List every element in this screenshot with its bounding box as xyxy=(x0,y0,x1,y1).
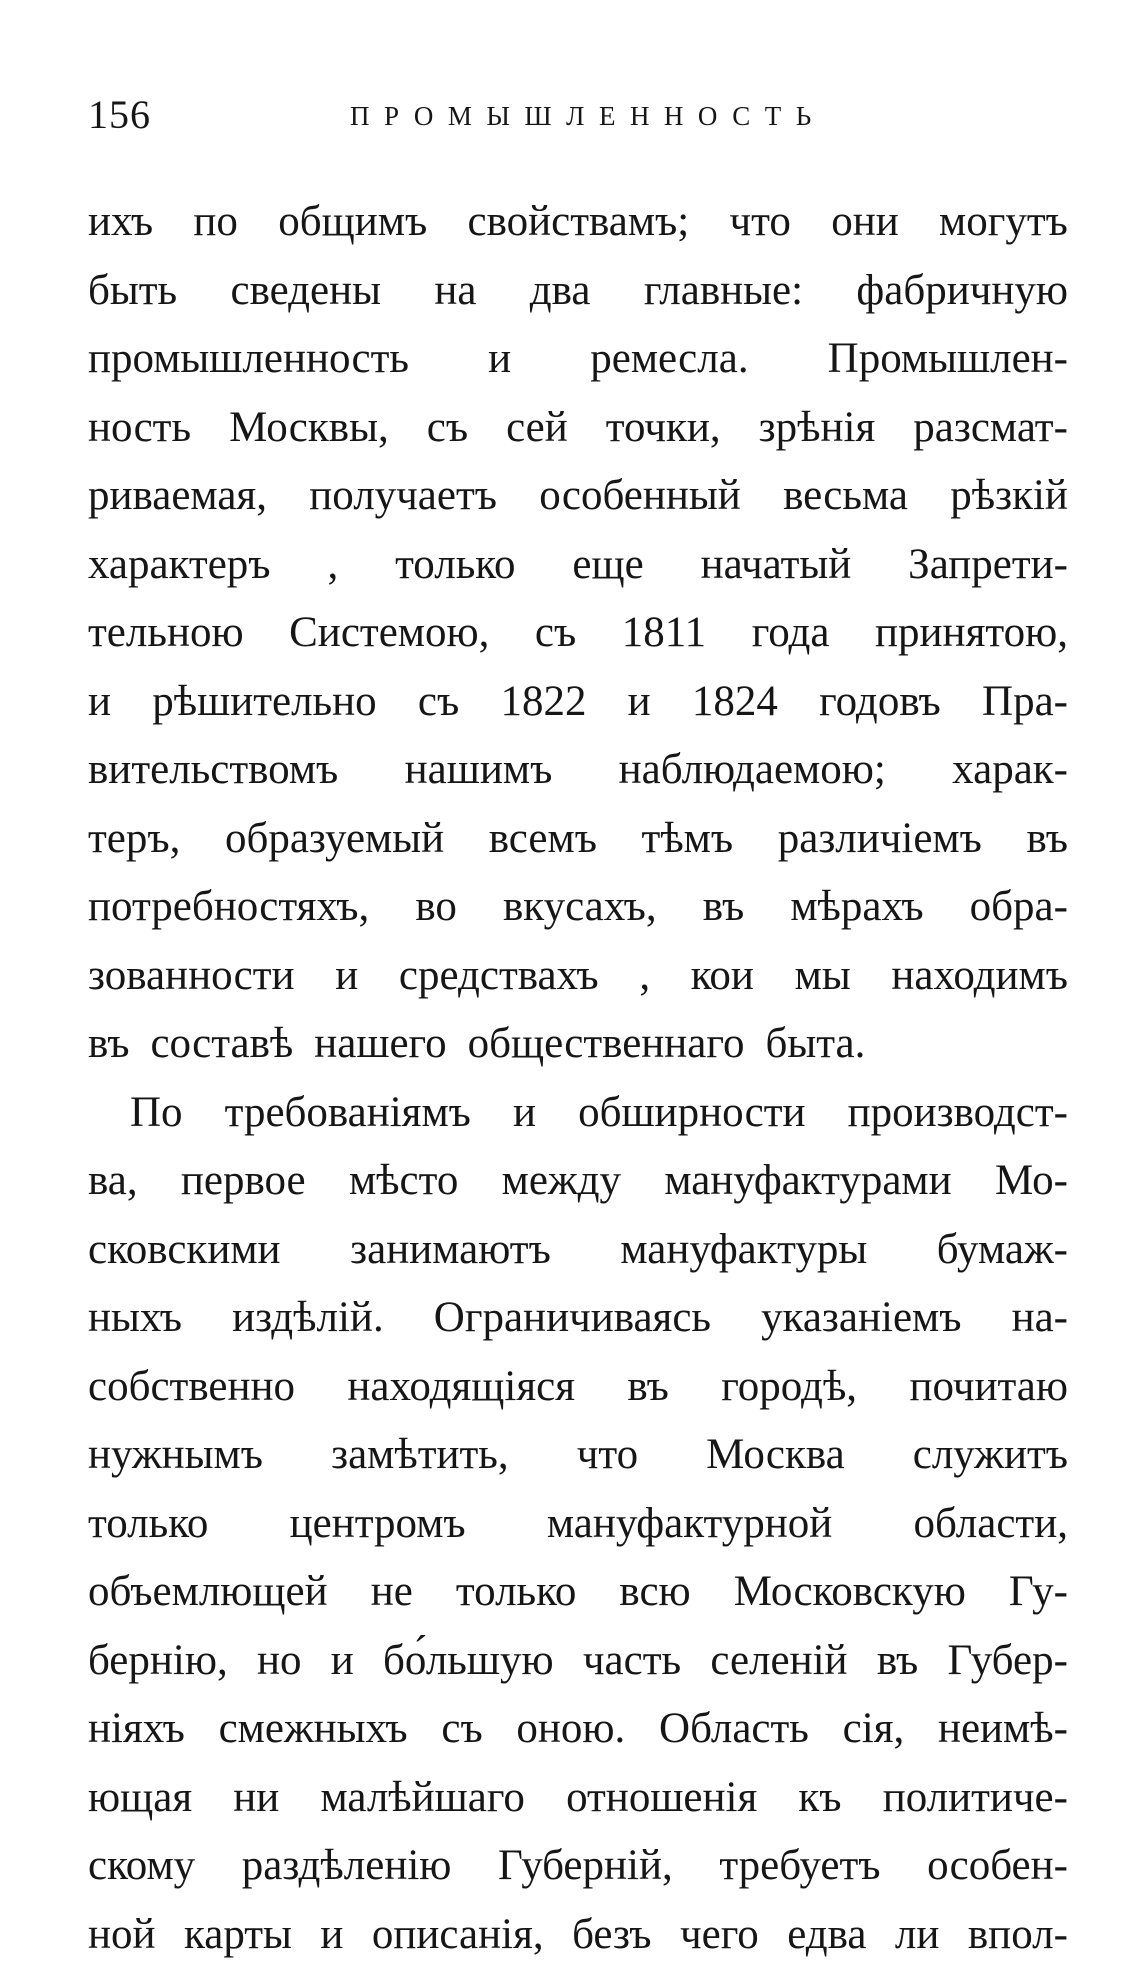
text-line: вительствомъ нашимъ наблюдаемою; харак- xyxy=(88,736,1068,805)
text-line: риваемая, получаетъ особенный весьма рѣзкій xyxy=(88,462,1068,531)
text-line: объемлющей не только всю Московскую Гу- xyxy=(88,1558,1068,1627)
text-line: сковскими занимаютъ мануфактуры бумаж- xyxy=(88,1216,1068,1285)
paragraph xyxy=(88,1079,1068,1969)
text-line: и рѣшительно съ 1822 и 1824 годовъ Пра- xyxy=(88,668,1068,737)
text-line: ющая ни малѣйшаго отношенія къ политиче- xyxy=(88,1764,1068,1833)
text-line: скому раздѣленію Губерній, требуетъ особен- xyxy=(88,1832,1068,1901)
running-head: ПРОМЫШЛЕННОСТЬ xyxy=(350,94,826,138)
text-line: ніяхъ смежныхъ съ оною. Область сія, неимѣ- xyxy=(88,1695,1068,1764)
text-line: зованности и средствахъ , кои мы находимъ xyxy=(88,942,1068,1011)
text-line: тельною Системою, съ 1811 года принятою, xyxy=(88,599,1068,668)
text-line: ность Москвы, съ сей точки, зрѣнія разсмат- xyxy=(88,394,1068,463)
text-line: теръ, образуемый всемъ тѣмъ различіемъ въ xyxy=(88,805,1068,874)
text-line: только центромъ мануфактурной области, xyxy=(88,1490,1068,1559)
text-line: потребностяхъ, во вкусахъ, въ мѣрахъ обра- xyxy=(88,873,1068,942)
text-line: ва, первое мѣсто между мануфактурами Мо- xyxy=(88,1147,1068,1216)
text-line: въ составѣ нашего общественнаго быта. xyxy=(88,1010,1068,1079)
paragraph xyxy=(88,188,1068,1079)
text-line: ной карты и описанія, безъ чего едва ли впол- xyxy=(88,1901,1068,1969)
text-line: быть сведены на два главные: фабричную xyxy=(88,257,1068,326)
text-line: бернію, но и бо́льшую часть селеній въ Губер- xyxy=(88,1627,1068,1696)
text-line: промышленность и ремесла. Промышлен- xyxy=(88,325,1068,394)
page-number: 156 xyxy=(88,90,151,140)
text-line: По требованіямъ и обширности производст- xyxy=(88,1079,1068,1148)
page-header xyxy=(88,90,1068,140)
text-line: ныхъ издѣлій. Ограничиваясь указаніемъ на- xyxy=(88,1284,1068,1353)
text-line: характеръ , только еще начатый Запрети- xyxy=(88,531,1068,600)
text-line: нужнымъ замѣтить, что Москва служитъ xyxy=(88,1421,1068,1490)
text-line: ихъ по общимъ свойствамъ; что они могутъ xyxy=(88,188,1068,257)
text-line: собственно находящіяся въ городѣ, почитаю xyxy=(88,1353,1068,1422)
body-text xyxy=(88,188,1068,1969)
